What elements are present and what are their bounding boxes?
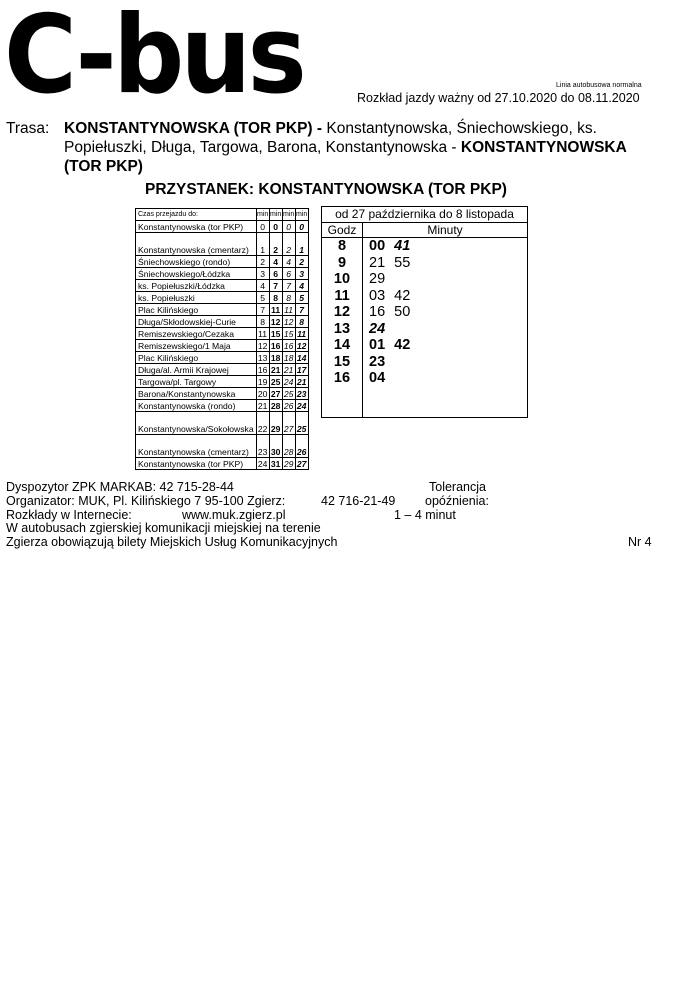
travel-time-row	[136, 340, 309, 352]
departure-hour: 16	[322, 370, 363, 387]
travel-time-value: 7	[282, 280, 295, 292]
stop-name: Śniechowskiego (rondo)	[136, 256, 257, 268]
stop-name: Konstantynowska (tor PKP)	[136, 458, 257, 470]
travel-time-value: 13	[257, 353, 268, 363]
stop-name: Plac Kilińskiego	[136, 352, 257, 364]
travel-time-value: 12	[257, 341, 268, 351]
travel-time-row	[136, 280, 309, 292]
travel-time-value: 2	[269, 233, 282, 256]
stop-name: Barona/Konstantynowska	[136, 388, 257, 400]
travel-time-value: 26	[295, 435, 308, 458]
departure-row	[322, 321, 527, 338]
travel-time-value: 23	[296, 389, 307, 399]
minutes-column-header: Minuty	[427, 223, 463, 237]
travel-time-row	[136, 221, 309, 233]
travel-time-value: 5	[295, 292, 308, 304]
travel-time-row	[136, 364, 309, 376]
departure-minutes	[363, 354, 527, 371]
departure-minutes	[363, 304, 527, 321]
travel-time-value: 16	[270, 341, 281, 351]
dispatcher-info: Dyspozytor ZPK MARKAB: 42 715-28-44	[6, 480, 234, 494]
departure-minute: 50	[394, 304, 411, 320]
travel-time-value: 11	[271, 305, 281, 315]
departure-minutes	[363, 288, 527, 305]
stop-name: Remiszewskiego/Cezaka	[136, 328, 257, 340]
travel-time-value: 11	[282, 304, 295, 316]
stop-name: Długa/Skłodowskiej-Curie	[136, 316, 257, 328]
travel-time-value: 0	[295, 221, 308, 233]
travel-time-row	[136, 388, 309, 400]
travel-time-row	[136, 316, 309, 328]
travel-time-row	[136, 328, 309, 340]
travel-time-value: 18	[270, 353, 281, 363]
travel-time-value: 21	[283, 365, 294, 375]
travel-time-header-row	[136, 209, 309, 221]
departure-filler	[322, 387, 363, 417]
organizer-phone: 42 716-21-49	[321, 494, 396, 508]
travel-time-row	[136, 304, 309, 316]
route-label: Trasa:	[6, 120, 50, 137]
stop-name: Konstantynowska (rondo)	[136, 400, 257, 412]
departure-row	[322, 238, 527, 255]
stop-name: Plac Kilińskiego	[136, 304, 257, 316]
travel-time-value: 25	[295, 412, 308, 435]
stop-name: Konstantynowska (cmentarz)	[136, 435, 257, 458]
travel-time-value: 27	[282, 412, 295, 435]
travel-time-value: 12	[283, 317, 294, 327]
departure-minute: 55	[394, 254, 411, 271]
travel-time-value: 25	[270, 377, 281, 387]
travel-time-value: 21	[257, 401, 268, 411]
tickets-info-line2: Zgierza obowiązują bilety Miejskich Usług Komunikacyjnych	[6, 535, 338, 549]
travel-time-value: 21	[270, 365, 281, 375]
route-via: Konstantynowska, Śniechowskiego, ks. Popiełuszki, Długa, Targowa, Barona, Konstantynowska -	[64, 120, 597, 156]
travel-time-value: 8	[295, 316, 308, 328]
organizer-info: Organizator: MUK, Pl. Kilińskiego 7 95-100 Zgierz:	[6, 494, 286, 508]
travel-time-value: 25	[283, 389, 294, 399]
travel-time-value: 0	[269, 221, 282, 233]
route-description	[64, 119, 664, 176]
stop-name: Śniechowskiego/Łódzka	[136, 268, 257, 280]
departure-minute: 42	[394, 287, 411, 304]
travel-time-value: 5	[256, 292, 269, 304]
travel-time-value: 17	[296, 365, 307, 375]
travel-time-row	[136, 256, 309, 268]
travel-time-value: 21	[296, 377, 307, 387]
departure-row	[322, 271, 527, 288]
stop-title: PRZYSTANEK: KONSTANTYNOWSKA (TOR PKP)	[145, 181, 507, 198]
departure-hour: 9	[322, 255, 363, 272]
travel-time-value: 4	[269, 256, 282, 268]
tolerance-value: 1 – 4 minut	[394, 508, 456, 522]
travel-time-value: 2	[295, 256, 308, 268]
travel-time-value: 4	[282, 256, 295, 268]
travel-time-value: 1	[256, 233, 269, 256]
departure-hour: 8	[322, 238, 363, 255]
travel-time-value: 0	[256, 221, 269, 233]
travel-time-value: 3	[256, 268, 269, 280]
travel-time-value: 7	[295, 304, 308, 316]
travel-time-value: 2	[256, 256, 269, 268]
stop-name: ks. Popiełuszki/Łódzka	[136, 280, 257, 292]
departure-minute: 16	[369, 304, 386, 320]
stop-name: Targowa/pl. Targowy	[136, 376, 257, 388]
travel-time-value: 4	[295, 280, 308, 292]
route-end: KONSTANTYNOWSKA (TOR PKP)	[64, 139, 627, 175]
page-number: Nr 4	[628, 535, 652, 549]
departure-hour: 10	[322, 271, 363, 288]
travel-time-col-header: min	[282, 209, 295, 221]
departure-header	[322, 223, 527, 238]
departure-minute: 29	[369, 271, 386, 287]
departure-minute: 24	[369, 320, 386, 337]
travel-time-value: 12	[270, 317, 281, 327]
travel-time-col-header: min	[269, 209, 282, 221]
stop-name: Konstantynowska/Sokołowska	[136, 412, 257, 435]
stop-name: ks. Popiełuszki	[136, 292, 257, 304]
travel-time-value: 7	[256, 304, 269, 316]
travel-time-value: 16	[257, 365, 268, 375]
online-label: Rozkłady w Internecie:	[6, 508, 132, 522]
departure-minute: 42	[394, 337, 411, 353]
travel-time-value: 1	[295, 233, 308, 256]
travel-time-value: 28	[270, 401, 281, 411]
departure-minutes	[363, 321, 527, 338]
departure-row	[322, 337, 527, 354]
departure-minutes	[363, 255, 527, 272]
travel-time-value: 29	[269, 412, 282, 435]
travel-time-row	[136, 352, 309, 364]
travel-time-value: 12	[296, 341, 307, 351]
departure-row	[322, 304, 527, 321]
route-start: KONSTANTYNOWSKA (TOR PKP) -	[64, 120, 323, 137]
departure-hour: 12	[322, 304, 363, 321]
line-type-label: Linia autobusowa normalna	[556, 82, 642, 89]
travel-time-value: 3	[295, 268, 308, 280]
departure-minute: 01	[369, 337, 386, 353]
travel-time-value: 31	[270, 459, 281, 469]
travel-time-value: 8	[282, 292, 295, 304]
travel-time-value: 24	[283, 377, 294, 387]
travel-time-row	[136, 268, 309, 280]
departure-period: od 27 października do 8 listopada	[322, 207, 527, 223]
departure-table	[321, 206, 528, 418]
tickets-info-line1: W autobusach zgierskiej komunikacji miejskiej na terenie	[6, 521, 321, 535]
stop-name: Remiszewskiego/1 Maja	[136, 340, 257, 352]
departure-row	[322, 255, 527, 272]
travel-time-value: 6	[282, 268, 295, 280]
stop-name: Konstantynowska (cmentarz)	[136, 233, 257, 256]
travel-time-value: 18	[283, 353, 294, 363]
travel-time-value: 30	[269, 435, 282, 458]
departure-minute: 04	[369, 370, 386, 386]
stop-name: Konstantynowska (tor PKP)	[136, 221, 257, 233]
travel-time-value: 15	[283, 329, 294, 339]
travel-time-value: 29	[283, 459, 294, 469]
travel-time-row	[136, 376, 309, 388]
travel-time-value: 14	[296, 353, 307, 363]
departure-row	[322, 354, 527, 371]
departure-row	[322, 288, 527, 305]
travel-time-value: 8	[256, 316, 269, 328]
travel-time-col-header: min	[295, 209, 308, 221]
travel-time-value: 27	[296, 459, 307, 469]
departure-hour: 13	[322, 321, 363, 338]
departure-hour: 14	[322, 337, 363, 354]
travel-time-col-header: min	[256, 209, 269, 221]
departure-minute: 21	[369, 254, 386, 271]
departure-minutes	[363, 271, 527, 288]
travel-time-value: 6	[269, 268, 282, 280]
travel-time-value: 27	[270, 389, 281, 399]
travel-time-header: Czas przejazdu do:	[136, 209, 257, 221]
travel-time-value: 16	[283, 341, 294, 351]
travel-time-value: 22	[256, 412, 269, 435]
departure-minutes	[363, 337, 527, 354]
departure-hour: 15	[322, 354, 363, 371]
departure-hour: 11	[322, 288, 363, 305]
travel-time-value: 15	[270, 329, 281, 339]
departure-minutes	[363, 238, 527, 255]
departure-row	[322, 370, 527, 387]
travel-time-value: 11	[256, 328, 269, 340]
travel-time-row	[136, 412, 309, 435]
travel-time-row	[136, 233, 309, 256]
c-bus-logo: C-bus	[4, 0, 304, 118]
departure-minute: 00	[369, 238, 386, 254]
stop-name: Długa/al. Armii Krajowej	[136, 364, 257, 376]
hour-column-header: Godz	[322, 223, 363, 237]
travel-time-value: 28	[282, 435, 295, 458]
travel-time-row	[136, 400, 309, 412]
tolerance-delay-label: opóźnienia:	[425, 494, 489, 508]
travel-time-value: 26	[283, 401, 294, 411]
travel-time-row	[136, 435, 309, 458]
departure-minute: 41	[394, 238, 411, 254]
travel-time-value: 19	[257, 377, 268, 387]
departure-minute: 23	[369, 353, 386, 370]
travel-time-table	[135, 208, 309, 470]
travel-time-value: 20	[257, 389, 268, 399]
travel-time-value: 11	[295, 328, 308, 340]
travel-time-value: 0	[282, 221, 295, 233]
validity-period: Rozkład jazdy ważny od 27.10.2020 do 08.11.2020	[357, 91, 640, 105]
travel-time-value: 24	[257, 459, 268, 469]
online-url: www.muk.zgierz.pl	[182, 508, 286, 522]
travel-time-value: 8	[269, 292, 282, 304]
travel-time-value: 2	[282, 233, 295, 256]
travel-time-value: 24	[296, 401, 307, 411]
travel-time-row	[136, 292, 309, 304]
travel-time-row	[136, 458, 309, 470]
travel-time-value: 7	[269, 280, 282, 292]
travel-time-value: 23	[256, 435, 269, 458]
departure-minute: 03	[369, 287, 386, 304]
departure-minutes	[363, 370, 527, 387]
tolerance-label: Tolerancja	[429, 480, 486, 494]
travel-time-value: 4	[256, 280, 269, 292]
